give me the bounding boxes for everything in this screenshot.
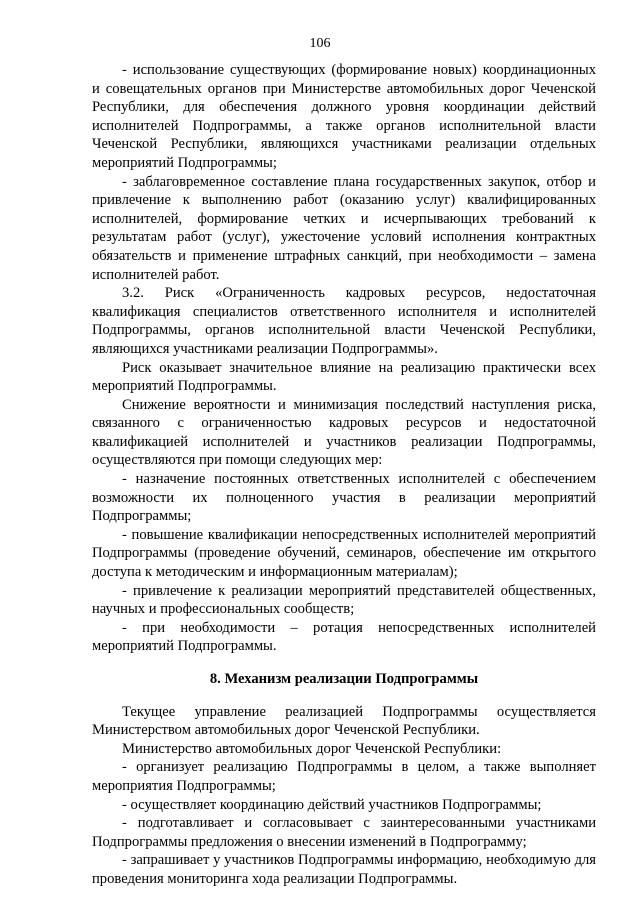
section-heading: 8. Механизм реализации Подпрограммы: [209, 671, 479, 687]
page-body: [92, 61, 596, 889]
list-item: - назначение постоянных ответственных исполнителей с обеспечением возможности их полноценного участия в реализации мероприятий Подпрограммы;: [92, 471, 596, 525]
list-item: - организует реализацию Подпрограммы в целом, а также выполняет мероприятия Подпрограммы;: [92, 759, 596, 794]
list-item: - подготавливает и согласовывает с заинтересованными участниками Подпрограммы предложения о внесении изменений в Подпрограмму;: [92, 815, 596, 850]
paragraph: Министерство автомобильных дорог Чеченской Республики:: [122, 740, 502, 757]
paragraph: Снижение вероятности и минимизация последствий наступления риска, связанного с ограниченностью кадровых ресурсов и недостаточной квалификацией исполнителей и участников реализации Подпрограммы, осуществляются при помощи следующих мер:: [92, 396, 596, 469]
list-item: - при необходимости – ротация непосредственных исполнителей мероприятий Подпрограммы.: [92, 619, 596, 655]
paragraph: - заблаговременное составление плана государственных закупок, отбор и привлечение к выполнению работ (оказанию услуг) квалифицированных исполнителей, формирование четких и исчерпывающих требований к результатам работ (услуг), ужесточение условий исполнения контрактных обязательств и применение штрафных санкций, при необходимости – замена исполнителей работ.: [92, 173, 596, 283]
page-number: 106: [309, 36, 331, 51]
list-item: - осуществляет координацию действий участников Подпрограммы;: [122, 796, 542, 813]
list-item: - повышение квалификации непосредственных исполнителей мероприятий Подпрограммы (проведение обучений, семинаров, обеспечение им открытого доступа к методическим и информационным материалам);: [92, 526, 596, 581]
list-item: - привлечение к реализации мероприятий представителей общественных, научных и профессиональных сообществ;: [92, 582, 596, 618]
paragraph: Риск оказывает значительное влияние на реализацию практически всех мероприятий Подпрограммы.: [92, 359, 596, 395]
paragraph: - использование существующих (формирование новых) координационных и совещательных органов при Министерстве автомобильных дорог Чеченской Республики, для обеспечения должного уровня координации действий исполнителей Подпрограммы, а также органов исполнительной власти Чеченской Республики, являющихся участниками реализации отдельных мероприятий Подпрограммы;: [92, 62, 596, 171]
list-item: - запрашивает у участников Подпрограммы информацию, необходимую для проведения мониторинга хода реализации Подпрограммы.: [92, 852, 596, 887]
paragraph: Текущее управление реализацией Подпрограммы осуществляется Министерством автомобильных дорог Чеченской Республики.: [92, 703, 596, 739]
risk-title-paragraph: 3.2. Риск «Ограниченность кадровых ресурсов, недостаточная квалификация специалистов ответственного исполнителя и исполнителей Подпрограммы, органов исполнительной власти Чеченской Республики, являющихся участниками реализации Подпрограммы».: [92, 285, 596, 357]
